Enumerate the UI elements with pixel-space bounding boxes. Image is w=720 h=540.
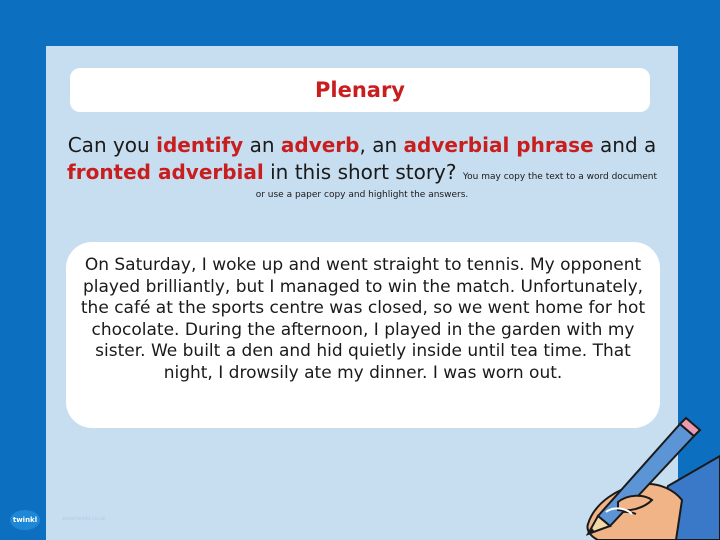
instruction-note-line2: or use a paper copy and highlight the answers. (255, 190, 469, 200)
question-text (60, 132, 664, 202)
question-part-3: , an (359, 133, 398, 157)
website-url: www.twinkl.co.uk (62, 516, 106, 522)
question-part-5: in this short story? (270, 160, 457, 184)
highlight-adverbial-phrase: adverbial phrase (403, 133, 594, 157)
twinkl-logo: twinkl (10, 510, 40, 530)
story-text: On Saturday, I woke up and went straight to tennis. My opponent played brilliantly, but I managed to win the match. Unfortunately, the café at the sports centre was closed, so we went home for hot chocolate. During the afternoon, I played in the garden with my sister. We built a den and hid quietly inside until tea time. That night, I drowsily ate my dinner. I was worn out. (80, 255, 646, 383)
question-part-4: and a (600, 133, 657, 157)
title-banner (70, 68, 650, 112)
story-box (66, 242, 660, 428)
page-title: Plenary (315, 78, 405, 102)
highlight-identify: identify (156, 133, 244, 157)
question-part-2: an (249, 133, 275, 157)
hand-writing-icon (548, 416, 720, 540)
instruction-note-line1: You may copy the text to a word document (462, 172, 657, 182)
question-part-1: Can you (67, 133, 150, 157)
highlight-fronted-adverbial: fronted adverbial (67, 160, 264, 184)
highlight-adverb: adverb (280, 133, 360, 157)
